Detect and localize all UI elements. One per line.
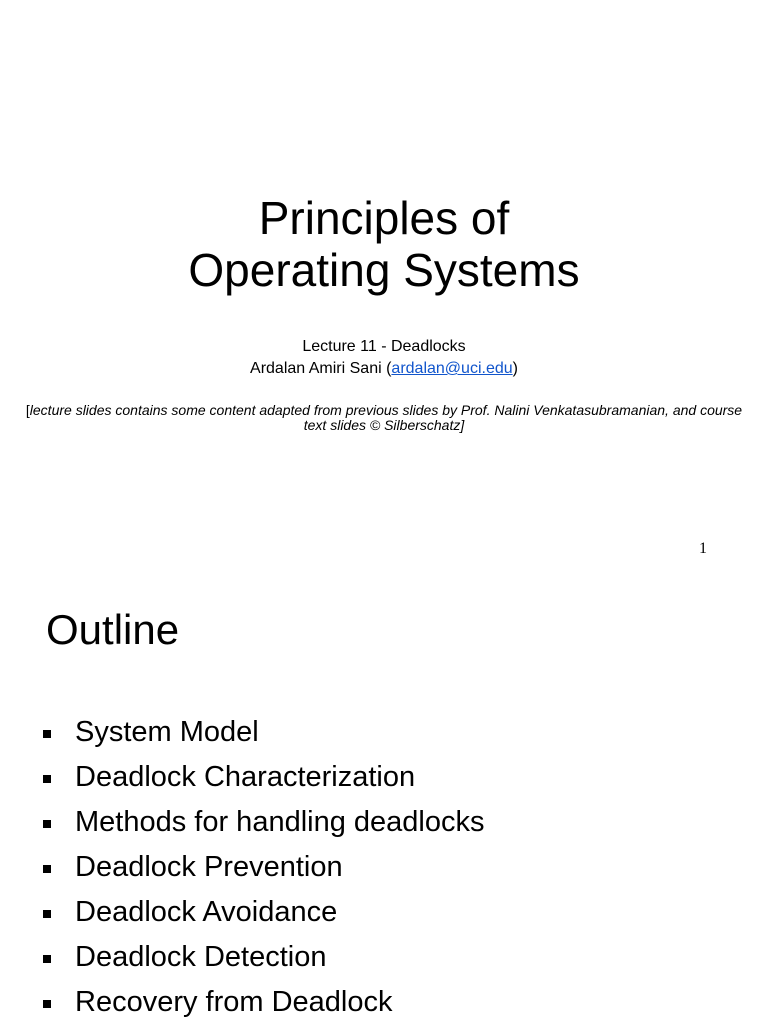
author-close-paren: ) <box>512 360 518 377</box>
note-close-bracket: ] <box>460 417 465 433</box>
lecture-subtitle: Lecture 11 - Deadlocks <box>302 338 466 355</box>
author-line <box>0 358 768 380</box>
outline-item-label: Deadlock Characterization <box>75 761 416 793</box>
square-bullet-icon <box>43 820 51 828</box>
outline-item <box>0 755 768 800</box>
note-open-bracket: [ <box>25 402 30 418</box>
square-bullet-icon <box>43 730 51 738</box>
outline-item-label: Deadlock Avoidance <box>75 896 338 928</box>
square-bullet-icon <box>43 865 51 873</box>
outline-item-label: System Model <box>75 716 259 748</box>
square-bullet-icon <box>43 955 51 963</box>
outline-item <box>0 800 768 845</box>
slide-title-line-1: Principles of <box>258 192 510 244</box>
outline-item-label: Methods for handling deadlocks <box>75 806 485 838</box>
outline-item <box>0 845 768 890</box>
slide-title-line-2: Operating Systems <box>188 244 580 296</box>
outline-item <box>0 710 768 755</box>
square-bullet-icon <box>43 910 51 918</box>
square-bullet-icon <box>43 775 51 783</box>
author-email-link[interactable]: ardalan@uci.edu <box>391 360 513 377</box>
outline-title: Outline <box>46 606 180 653</box>
page-number: 1 <box>699 540 707 557</box>
outline-list <box>0 710 768 1025</box>
outline-item <box>0 980 768 1025</box>
slide-title <box>0 192 768 296</box>
outline-item <box>0 935 768 980</box>
outline-item-label: Deadlock Detection <box>75 941 327 973</box>
square-bullet-icon <box>43 1000 51 1008</box>
note-text: lecture slides contains some content adapted from previous slides by Prof. Nalini Venkatasubramanian, and course text slides © Silberschatz <box>29 402 743 433</box>
author-name: Ardalan Amiri Sani ( <box>250 360 392 377</box>
outline-item <box>0 890 768 935</box>
attribution-note <box>20 403 748 433</box>
outline-item-label: Deadlock Prevention <box>75 851 343 883</box>
outline-item-label: Recovery from Deadlock <box>75 986 393 1018</box>
outline-slide <box>0 576 768 1024</box>
